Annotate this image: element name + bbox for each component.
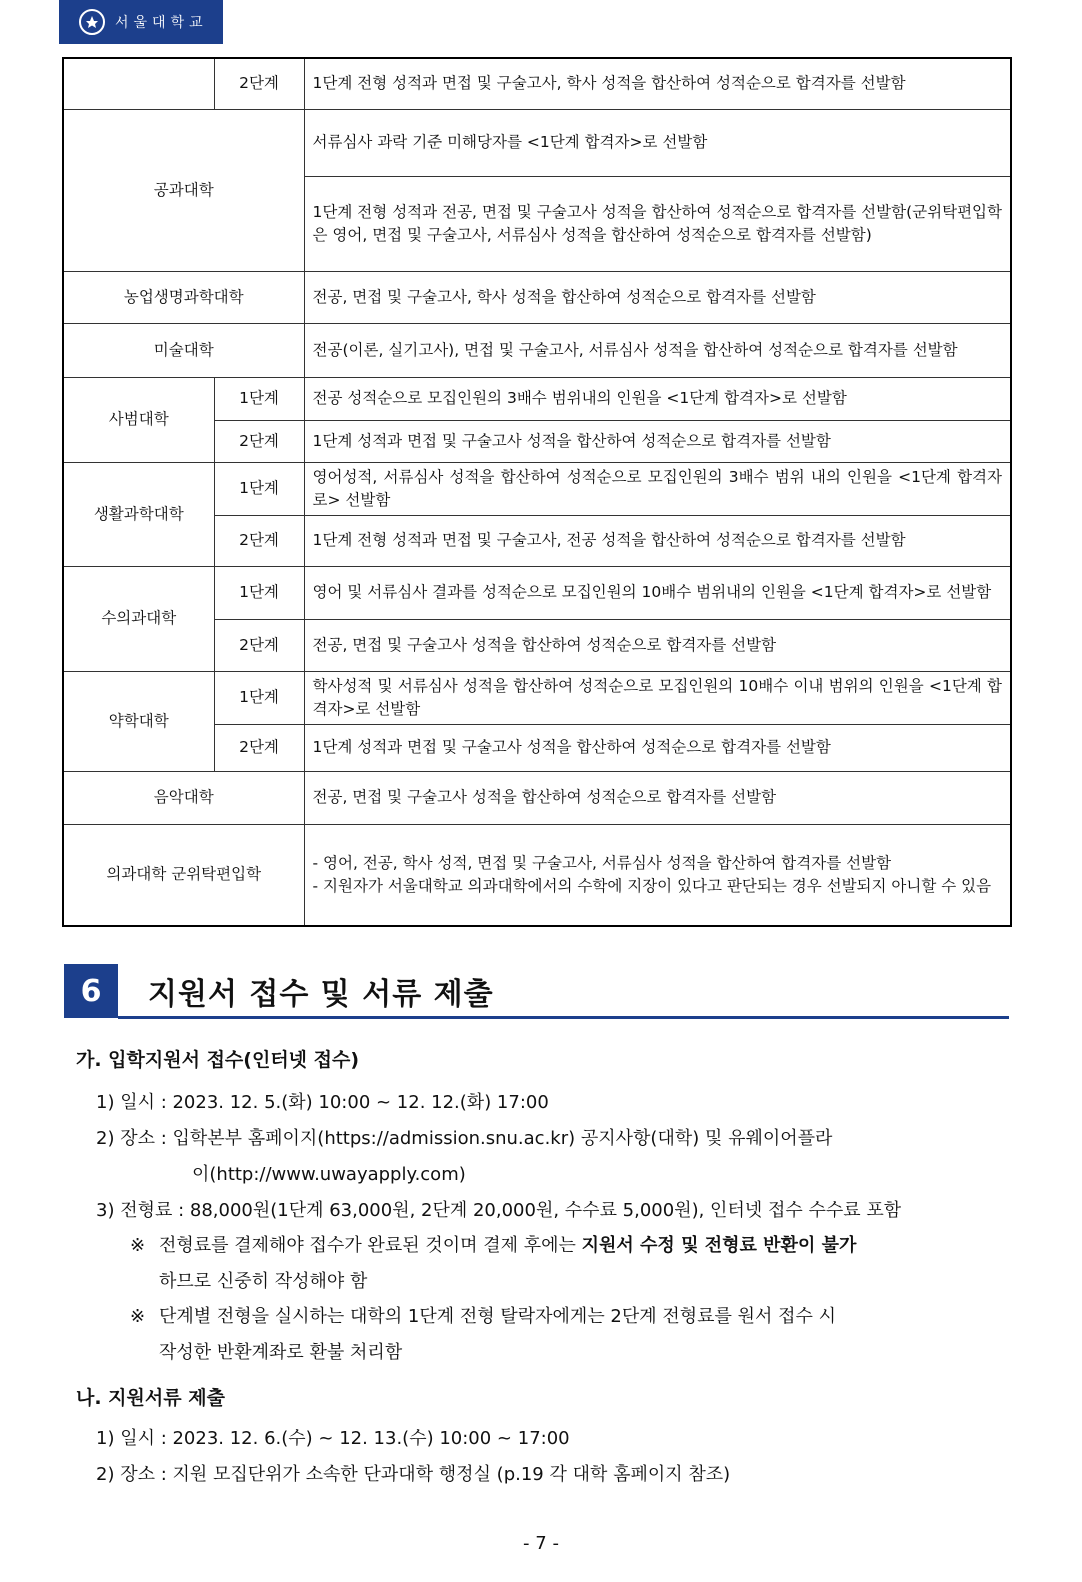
subsection-title-b: 나. 지원서류 제출	[76, 1387, 225, 1409]
note-text: 전형료를 결제해야 접수가 완료된 것이며 결제 후에는	[159, 1235, 576, 1256]
fee-note-1-cont: 하므로 신중히 작성해야 함	[159, 1271, 368, 1292]
method-cell: 전공(이론, 실기고사), 면접 및 구술고사, 서류심사 성적을 합산하여 성적순으로 합격자를 선발함	[304, 323, 1011, 377]
table-row	[63, 771, 1011, 824]
section-underline	[118, 1016, 1009, 1019]
college-cell: 의과대학 군위탁편입학	[63, 824, 304, 926]
table-row	[63, 824, 1011, 926]
application-place: 2) 장소 : 입학본부 홈페이지(https://admission.snu.ac.kr) 공지사항(대학) 및 유웨이어플라	[96, 1128, 833, 1149]
fee-note-2-cont: 작성한 반환계좌로 환불 처리함	[159, 1342, 403, 1363]
logo-text: 서울대학교	[115, 15, 208, 31]
section-title: 지원서 접수 및 서류 제출	[148, 977, 494, 1012]
college-cell: 미술대학	[63, 323, 304, 377]
method-cell: 1단계 성적과 면접 및 구술고사 성적을 합산하여 성적순으로 합격자를 선발함	[304, 724, 1011, 771]
method-cell: 영어성적, 서류심사 성적을 합산하여 성적순으로 모집인원의 3배수 범위 내의 인원을 <1단계 합격자로> 선발함	[304, 462, 1011, 515]
method-cell: 전공 성적순으로 모집인원의 3배수 범위내의 인원을 <1단계 합격자>로 선발함	[304, 377, 1011, 420]
stage-cell: 1단계	[214, 566, 304, 619]
table-row	[63, 109, 1011, 176]
stage-cell: 2단계	[214, 58, 304, 109]
selection-method-table	[62, 57, 1012, 927]
college-cell: 음악대학	[63, 771, 304, 824]
fee-note-1	[130, 1231, 1014, 1257]
stage-cell: 2단계	[214, 515, 304, 566]
method-cell: 서류심사 과락 기준 미해당자를 <1단계 합격자>로 선발함	[304, 109, 1011, 176]
method-cell: 1단계 전형 성적과 전공, 면접 및 구술고사 성적을 합산하여 성적순으로 합격자를 선발함(군위탁편입학은 영어, 면접 및 구술고사, 서류심사 성적을 합산하여 성적순으로 합격자를 선발함)	[304, 176, 1011, 271]
method-cell: 전공, 면접 및 구술고사 성적을 합산하여 성적순으로 합격자를 선발함	[304, 619, 1011, 671]
method-cell: 영어 및 서류심사 결과를 성적순으로 모집인원의 10배수 범위내의 인원을 <1단계 합격자>로 선발함	[304, 566, 1011, 619]
note-text: 단계별 전형을 실시하는 대학의 1단계 전형 탈락자에게는 2단계 전형료를 원서 접수 시	[159, 1306, 837, 1327]
college-cell	[63, 58, 214, 109]
college-cell: 수의과대학	[63, 566, 214, 671]
stage-cell: 1단계	[214, 377, 304, 420]
stage-cell: 2단계	[214, 420, 304, 462]
university-emblem-icon	[79, 9, 105, 35]
table-row	[63, 377, 1011, 420]
bullet-item: - 영어, 전공, 학사 성적, 면접 및 구술고사, 서류심사 성적을 합산하여 합격자를 선발함	[312, 853, 892, 872]
document-place: 2) 장소 : 지원 모집단위가 소속한 단과대학 행정실 (p.19 각 대학 홈페이지 참조)	[96, 1464, 731, 1485]
method-cell	[304, 824, 1011, 926]
table-row	[63, 462, 1011, 515]
stage-cell: 1단계	[214, 462, 304, 515]
college-cell: 생활과학대학	[63, 462, 214, 566]
bullet-item: - 지원자가 서울대학교 의과대학에서의 수학에 지장이 있다고 판단되는 경우 선발되지 아니할 수 있음	[312, 876, 992, 895]
college-cell: 공과대학	[63, 109, 304, 271]
method-cell: 전공, 면접 및 구술고사 성적을 합산하여 성적순으로 합격자를 선발함	[304, 771, 1011, 824]
college-cell: 농업생명과학대학	[63, 271, 304, 323]
table-row	[63, 566, 1011, 619]
table-row	[63, 323, 1011, 377]
note-symbol: ※	[130, 1306, 146, 1327]
table-row	[63, 271, 1011, 323]
section-header	[64, 964, 1009, 1020]
fee-note-2	[130, 1302, 1014, 1328]
page-number: - 7 -	[523, 1533, 559, 1554]
note-symbol: ※	[130, 1235, 146, 1256]
table-row	[63, 58, 1011, 109]
method-cell: 학사성적 및 서류심사 성적을 합산하여 성적순으로 모집인원의 10배수 이내 범위의 인원을 <1단계 합격자>로 선발함	[304, 671, 1011, 724]
stage-cell: 2단계	[214, 724, 304, 771]
document-date: 1) 일시 : 2023. 12. 6.(수) ~ 12. 13.(수) 10:00 ~ 17:00	[96, 1428, 570, 1449]
table-row	[63, 671, 1011, 724]
application-date: 1) 일시 : 2023. 12. 5.(화) 10:00 ~ 12. 12.(화) 17:00	[96, 1092, 549, 1113]
stage-cell: 2단계	[214, 619, 304, 671]
college-cell: 사범대학	[63, 377, 214, 462]
method-cell: 1단계 전형 성적과 면접 및 구술고사, 학사 성적을 합산하여 성적순으로 합격자를 선발함	[304, 58, 1011, 109]
subsection-title-a: 가. 입학지원서 접수(인터넷 접수)	[76, 1049, 360, 1071]
college-cell: 약학대학	[63, 671, 214, 771]
section-number: 6	[64, 964, 118, 1018]
stage-cell: 1단계	[214, 671, 304, 724]
method-cell: 1단계 성적과 면접 및 구술고사 성적을 합산하여 성적순으로 합격자를 선발함	[304, 420, 1011, 462]
method-cell: 전공, 면접 및 구술고사, 학사 성적을 합산하여 성적순으로 합격자를 선발함	[304, 271, 1011, 323]
note-emphasis: 지원서 수정 및 전형료 반환이 불가	[581, 1235, 857, 1256]
application-fee: 3) 전형료 : 88,000원(1단계 63,000원, 2단계 20,000원, 수수료 5,000원), 인터넷 접수 수수료 포함	[96, 1200, 902, 1221]
university-logo	[59, 0, 223, 44]
method-cell: 1단계 전형 성적과 면접 및 구술고사, 전공 성적을 합산하여 성적순으로 합격자를 선발함	[304, 515, 1011, 566]
application-place-cont: 이(http://www.uwayapply.com)	[192, 1164, 466, 1185]
